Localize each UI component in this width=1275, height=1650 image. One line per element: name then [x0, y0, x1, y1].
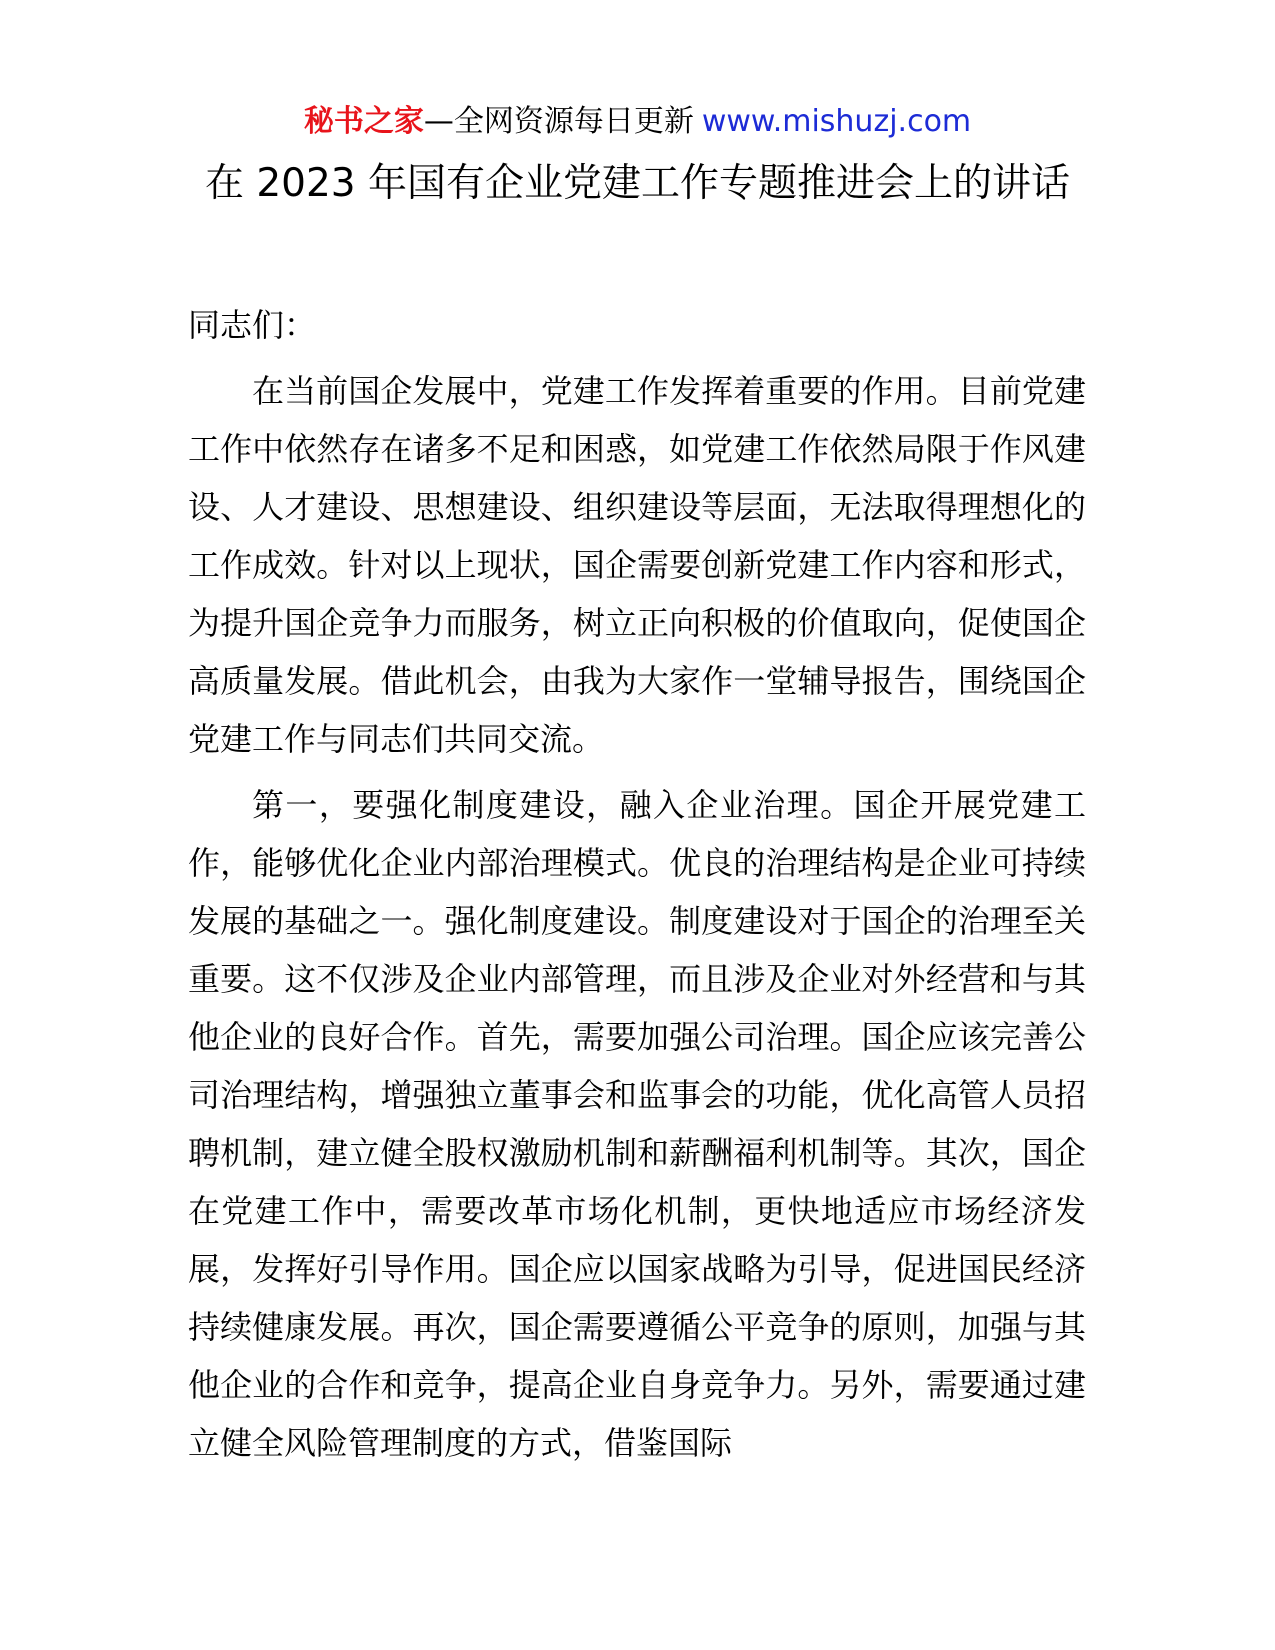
brand-name: 秘书之家: [303, 104, 424, 139]
site-header: [0, 100, 1275, 144]
document-title: 在 2023 年国有企业党建工作专题推进会上的讲话: [204, 161, 1071, 206]
paragraph-first-point: 第一，要强化制度建设，融入企业治理。国企开展党建工作，能够优化企业内部治理模式。优良的治理结构是企业可持续发展的基础之一。强化制度建设。制度建设对于国企的治理至关重要。这不仅涉及企业内部管理，而且涉及企业对外经营和与其他企业的良好合作。首先，需要加强公司治理。国企应该完善公司治理结构，增强独立董事会和监事会的功能，优化高管人员招聘机制，建立健全股权激励机制和薪酬福利机制等。其次，国企在党建工作中，需要改革市场化机制，更快地适应市场经济发展，发挥好引导作用。国企应以国家战略为引导，促进国民经济持续健康发展。再次，国企需要遵循公平竞争的原则，加强与其他企业的合作和竞争，提高企业自身竞争力。另外，需要通过建立健全风险管理制度的方式，借鉴国际: [188, 786, 1086, 1462]
header-tagline: —全网资源每日更新: [423, 104, 694, 139]
document-body: [188, 296, 1086, 1472]
salutation: 同志们：: [188, 306, 317, 344]
site-url-link[interactable]: www.mishuzj.com: [701, 104, 972, 139]
paragraph-intro: 在当前国企发展中，党建工作发挥着重要的作用。目前党建工作中依然存在诸多不足和困惑，如党建工作依然局限于作风建设、人才建设、思想建设、组织建设等层面，无法取得理想化的工作成效。针对以上现状，国企需要创新党建工作内容和形式，为提升国企竞争力而服务，树立正向积极的价值取向，促使国企高质量发展。借此机会，由我为大家作一堂辅导报告，围绕国企党建工作与同志们共同交流。: [188, 372, 1086, 758]
